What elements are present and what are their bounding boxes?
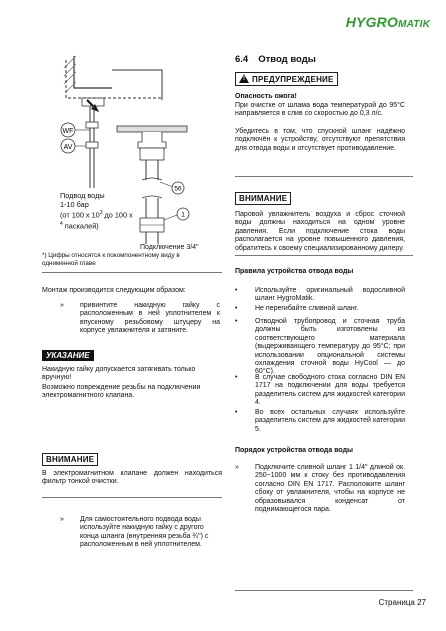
section-title-text: Отвод воды bbox=[258, 54, 316, 65]
supply-line-4: $^4$ паскалей) bbox=[60, 221, 99, 231]
attention-text-left: В электромагнитном клапане должен находиться фильтр тонкой очистки. bbox=[42, 470, 222, 486]
divider-right-2 bbox=[235, 255, 413, 256]
bullet-symbol: • bbox=[235, 318, 238, 325]
rule-item bbox=[235, 305, 407, 313]
section-title bbox=[235, 54, 316, 65]
logo-tail: MATIK bbox=[398, 19, 430, 30]
rule-item bbox=[235, 374, 407, 408]
mount-intro: Монтаж производится следующим образом: bbox=[42, 287, 186, 294]
av-label: AV bbox=[63, 144, 73, 151]
mount-step bbox=[42, 302, 222, 336]
callout-56-label: 56 bbox=[174, 185, 182, 193]
divider-2 bbox=[42, 497, 222, 498]
note-text-2: Возможно повреждение резьбы на подключении электромагнитного клапана. bbox=[42, 384, 201, 400]
figure-footnote bbox=[42, 252, 180, 267]
bullet-symbol: • bbox=[235, 287, 238, 294]
housing-top bbox=[112, 70, 162, 100]
housing-dashed bbox=[66, 60, 162, 98]
supply-line-2: 1-10 бар bbox=[60, 199, 89, 209]
warning-subtitle: Опасность ожога! bbox=[235, 93, 297, 100]
footnote-line-2: однименной главе bbox=[42, 259, 96, 267]
self-step-text: Для самостоятельного подвода воды используйте накидную гайку с другого конца шланга (внутренняя резьба ¾") с расположенным в ней уплотнителем. bbox=[80, 516, 209, 549]
bullet-symbol: • bbox=[235, 305, 238, 312]
order-step bbox=[235, 464, 407, 514]
footnote-line-1: *) Цифры относятся к покомпонентному виду в bbox=[42, 252, 180, 259]
self-supply-step bbox=[42, 516, 222, 550]
divider-right bbox=[235, 176, 413, 177]
rule-item bbox=[235, 409, 407, 434]
rule-text: Не перегибайте сливной шланг. bbox=[255, 305, 359, 312]
self-step-symbol: » bbox=[60, 516, 64, 523]
upper-fitting bbox=[138, 132, 166, 148]
page-number: Страница 27 bbox=[378, 598, 426, 607]
supply-line-1: Подвод воды bbox=[60, 191, 105, 200]
bullet-symbol: • bbox=[235, 409, 238, 416]
callout-1-label: 1 bbox=[181, 211, 185, 219]
attention-header-left: ВНИМАНИЕ bbox=[42, 453, 98, 466]
mount-step-text: привинтите накидную гайку с расположенным в ней уплотнителем к впускному резьбовому штуцеру на корпусе увлажнителя и затяните. bbox=[80, 302, 220, 335]
supply-line-3: (от 100 x $10^3$ до 100 x bbox=[60, 210, 133, 220]
attention-header-right: ВНИМАНИЕ bbox=[235, 192, 291, 205]
housing-outline bbox=[74, 56, 112, 88]
rule-item bbox=[235, 318, 407, 377]
order-title: Порядок устройства отвода воды bbox=[235, 447, 354, 454]
supply-label bbox=[60, 192, 133, 231]
rule-item bbox=[235, 287, 407, 304]
rule-text: Во всех остальных случаях используйте разделитель систем для жидкостей категории 5. bbox=[255, 409, 405, 433]
warning-text-2: Убедитесь в том, что спускной шланг надёжно подключён к устройству, отсутствуют препятствия для отвода воды и отсутствует противодавление. bbox=[235, 128, 405, 152]
section-number: 6.4 bbox=[235, 54, 249, 65]
attention-text-right: Паровой увлажнитель воздуха и сброс сточной воды должны находиться на одном уровне давления. Если подключение стока воды располагается на уровне повышенного давления, обратитесь к своему специализированному дилеру. bbox=[235, 211, 405, 252]
rules-title: Правила устройства отвода воды bbox=[235, 268, 354, 275]
order-step-text: Подключите сливной шланг 1 1/4" длиной ок. 250−1000 мм к стоку без противодавления согласно DIN EN 1717. Расположите шланг сбоку от увлажнителя, чтобы на корпусе не образовывался конденсат от поднимающегося пара. bbox=[255, 464, 405, 514]
bullet-symbol: • bbox=[235, 374, 238, 381]
warning-header-text: ПРЕДУПРЕЖДЕНИЕ bbox=[252, 75, 334, 84]
footer-divider bbox=[235, 590, 413, 591]
connection-label: Подключение 3/4" bbox=[140, 244, 199, 251]
mount-plate bbox=[117, 126, 187, 132]
warning-header bbox=[235, 72, 338, 86]
warning-text-1: При очистке от шлама вода температурой до 95°C направляется в слив со скоростью до 0,3 л/с. bbox=[235, 102, 405, 118]
rule-text: Используйте оригинальный водосливной шланг HygroMatik. bbox=[255, 287, 405, 303]
order-step-symbol: » bbox=[235, 464, 239, 471]
divider bbox=[42, 272, 222, 273]
note-text-1: Накидную гайку допускается затягивать только вручную! bbox=[42, 366, 196, 382]
note-header: УКАЗАНИЕ bbox=[42, 350, 94, 361]
logo-main: HYGRO bbox=[345, 14, 399, 30]
hygromatik-logo bbox=[346, 14, 430, 30]
warning-triangle-icon bbox=[239, 74, 249, 83]
rule-text: Отводной трубопровод и сточная труба должны быть изготовлены из соответствующего материала (выдерживающего температуру до 95°C; при использовании опциональной системы охлаждения сточной воды HyCool — до 60°C). bbox=[255, 318, 405, 376]
mount-step-symbol: » bbox=[60, 302, 64, 309]
rule-text: В случае свободного стока согласно DIN EN 1717 на подключении для воды требуется разделитель систем для жидкостей категории 4. bbox=[255, 374, 405, 407]
wf-label: WF bbox=[62, 128, 74, 135]
